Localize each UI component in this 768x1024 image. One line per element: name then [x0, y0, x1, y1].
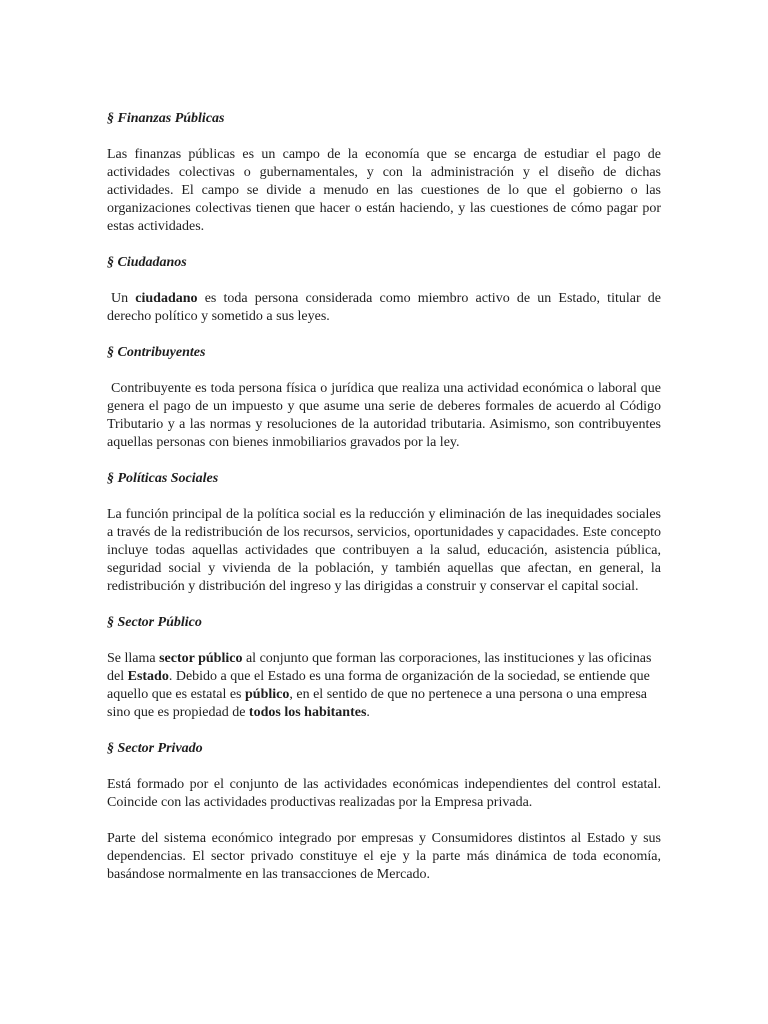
- paragraph-text: , en el sentido de que no pertenece a una persona o una empresa sino que es propiedad de: [107, 687, 648, 720]
- paragraph-ciudadanos: [107, 290, 661, 326]
- section-heading-sector-publico: § Sector Público: [107, 615, 202, 630]
- section-heading-ciudadanos: § Ciudadanos: [107, 255, 187, 270]
- paragraph-text: La función principal de la política social es la reducción y eliminación de las inequidades sociales a través de la redistribución de los recursos, servicios, oportunidades y capacidades. Este concepto incluye todas aquellas actividades que contribuyen a la salud, educación, asistencia pública, seguridad social y vivienda de la población, y también aquellas que afectan, en general, la redistribución y distribución del ingreso y las dirigidas a construir y conservar el capital social.: [107, 507, 661, 594]
- paragraph-text: Las finanzas públicas es un campo de la economía que se encarga de estudiar el pago de actividades colectivas o gubernamentales, y con la administración y el diseño de dichas actividades. El campo se divide a menudo en las cuestiones de lo que el gobierno o las organizaciones colectivas tienen que hacer o están haciendo, y las cuestiones de cómo pagar por estas actividades.: [107, 147, 661, 234]
- paragraph-text: .: [366, 705, 370, 720]
- document-page: [107, 110, 661, 902]
- bold-term-todos-los-habitantes: todos los habitantes: [248, 705, 367, 720]
- paragraph-sector-privado-2: [107, 830, 661, 884]
- paragraph-text: Se llama: [107, 651, 160, 666]
- section-heading-politicas-sociales: § Políticas Sociales: [107, 471, 219, 486]
- section-heading-finanzas-publicas: § Finanzas Públicas: [107, 111, 225, 126]
- paragraph-text: Contribuyente es toda persona física o jurídica que realiza una actividad económica o laboral que genera el pago de un impuesto y que asume una serie de deberes formales de acuerdo al Código Tributario y a las normas y resoluciones de la autoridad tributaria. Asimismo, son contribuyentes aquellas personas con bienes inmobiliarios gravados por la ley.: [107, 381, 661, 450]
- bold-term-estado: Estado: [127, 669, 169, 684]
- paragraph-finanzas-publicas: [107, 146, 661, 236]
- paragraph-text: Un: [111, 291, 136, 306]
- paragraph-sector-publico: [107, 650, 661, 722]
- paragraph-text: es toda persona considerada como miembro activo de un Estado, titular de derecho político y sometido a sus leyes.: [107, 291, 661, 324]
- bold-term-publico: público: [245, 687, 290, 702]
- paragraph-text: Está formado por el conjunto de las actividades económicas independientes del control estatal. Coincide con las actividades productivas realizadas por la Empresa privada.: [107, 777, 661, 810]
- paragraph-text: . Debido a que el Estado es una forma de organización de la sociedad, se entiende que aquello que es estatal es: [107, 669, 650, 702]
- paragraph-text: Parte del sistema económico integrado por empresas y Consumidores distintos al Estado y sus dependencias. El sector privado constituye el eje y la parte más dinámica de toda economía, basándose normalmente en las transacciones de Mercado.: [107, 831, 661, 882]
- paragraph-text: al conjunto que forman las corporaciones, las instituciones y las oficinas del: [107, 651, 652, 684]
- paragraph-sector-privado-1: [107, 776, 661, 812]
- section-heading-sector-privado: § Sector Privado: [107, 741, 203, 756]
- bold-term-ciudadano: ciudadano: [135, 291, 198, 306]
- section-heading-contribuyentes: § Contribuyentes: [107, 345, 206, 360]
- paragraph-contribuyentes: [107, 380, 661, 452]
- bold-term-sector-publico: sector público: [159, 651, 243, 666]
- paragraph-politicas-sociales: [107, 506, 661, 596]
